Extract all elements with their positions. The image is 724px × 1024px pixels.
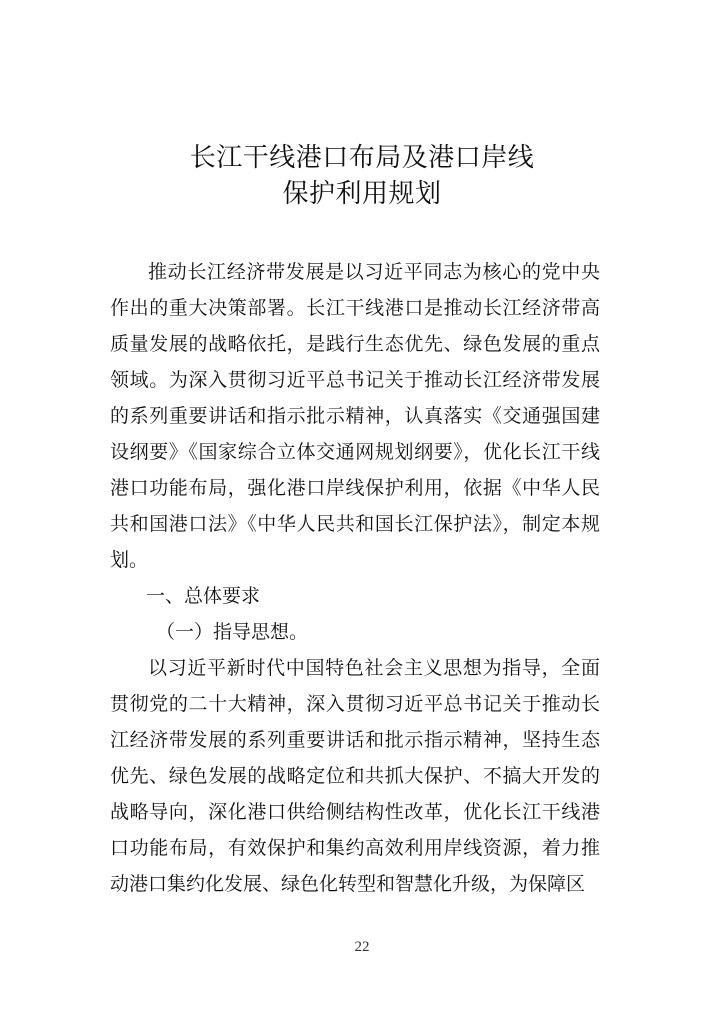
document-body — [110, 254, 600, 902]
intro-paragraph: 推动长江经济带发展是以习近平同志为核心的党中央作出的重大决策部署。长江干线港口是推动长江经济带高质量发展的战略依托，是践行生态优先、绿色发展的重点领域。为深入贯彻习近平总书记关于推动长江经济带发展的系列重要讲话和指示批示精神，认真落实《交通强国建设纲要》《国家综合立体交通网规划纲要》，优化长江干线港口功能布局，强化港口岸线保护利用，依据《中华人民共和国港口法》《中华人民共和国长江保护法》，制定本规划。 — [110, 261, 600, 571]
subsection-heading-guiding-ideology: （一）指导思想。 — [156, 621, 309, 643]
page-number: 22 — [354, 939, 370, 955]
guiding-ideology-paragraph: 以习近平新时代中国特色社会主义思想为指导，全面贯彻党的二十大精神，深入贯彻习近平总书记关于推动长江经济带发展的系列重要讲话和批示指示精神，坚持生态优先、绿色发展的战略定位和共抓大保护、不搞大开发的战略导向，深化港口供给侧结构性改革，优化长江干线港口功能布局，有效保护和集约高效利用岸线资源，着力推动港口集约化发展、绿色化转型和智慧化升级，为保障区 — [110, 657, 600, 895]
document-title-line-2: 保护利用规划 — [282, 179, 442, 209]
section-heading-general-requirements: 一、总体要求 — [146, 585, 261, 607]
document-title-line-1: 长江干线港口布局及港口岸线 — [189, 143, 535, 173]
